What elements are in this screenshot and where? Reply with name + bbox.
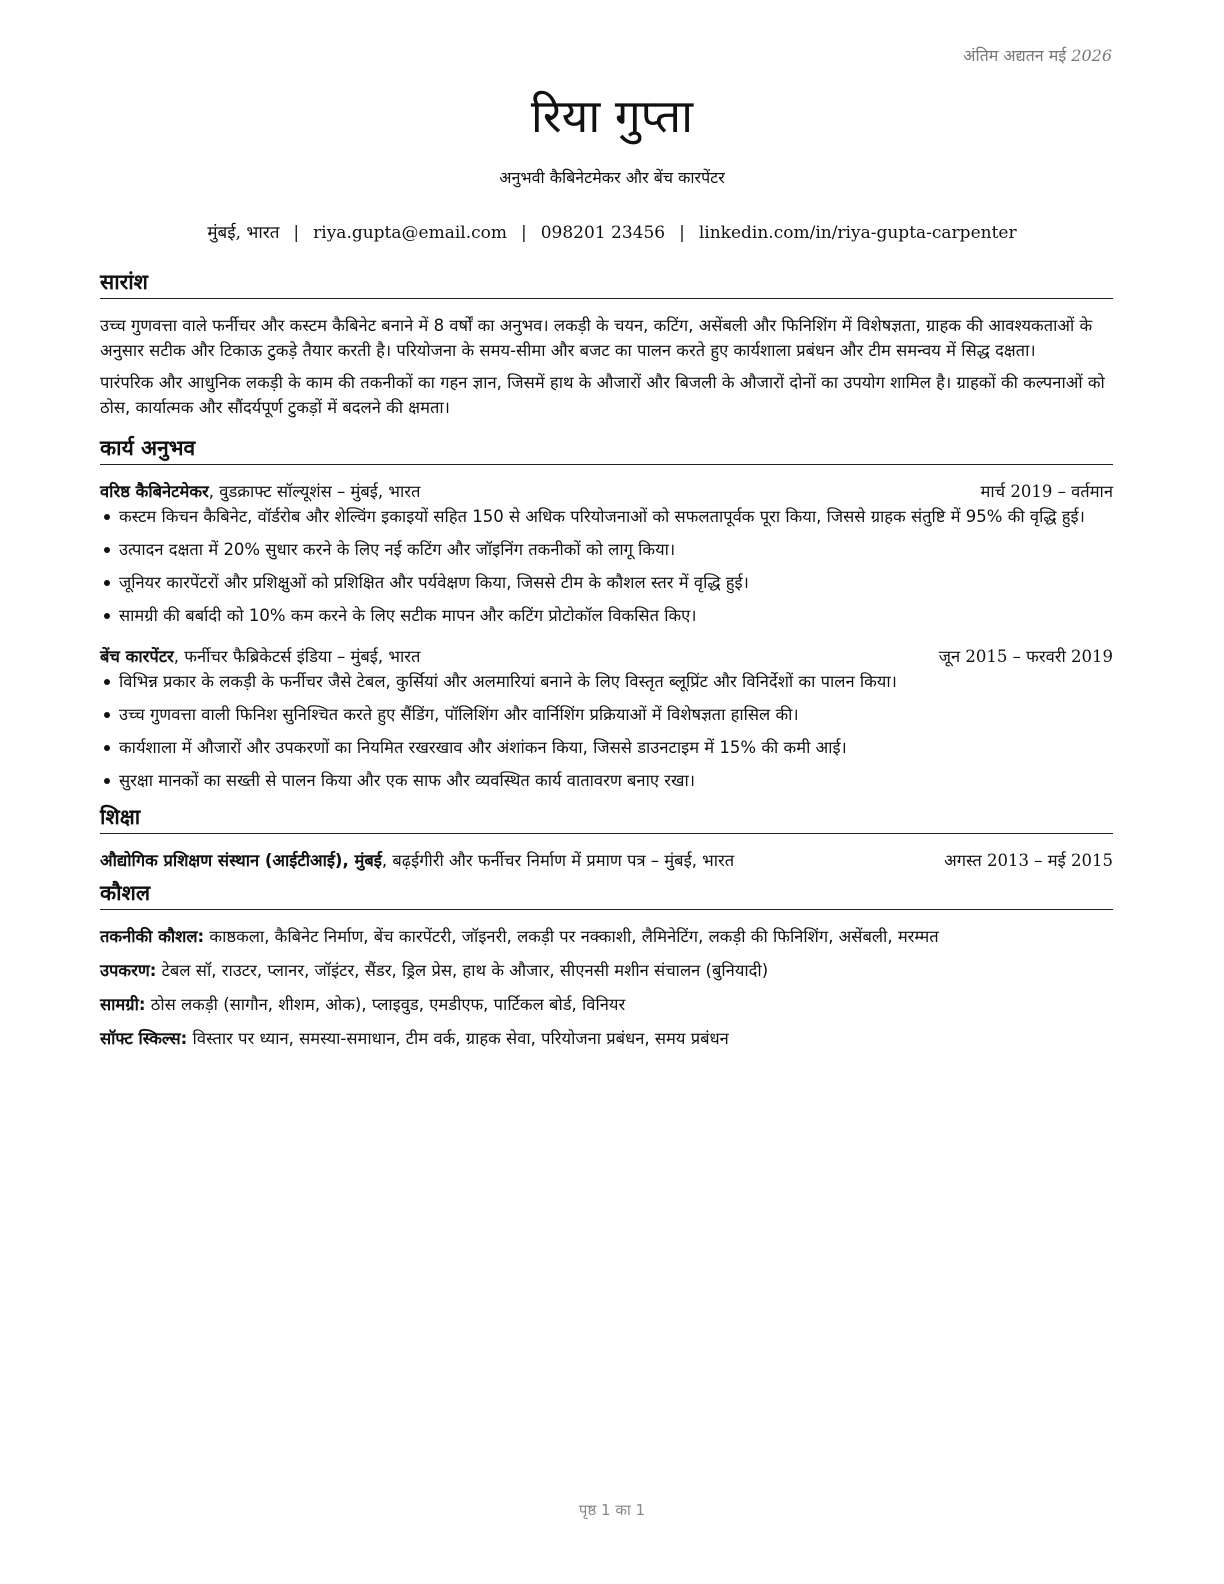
summary-section xyxy=(100,268,1113,420)
job-date: जून 2015 – फरवरी 2019 xyxy=(938,647,1113,666)
resume-content xyxy=(100,268,1113,1060)
last-updated-prefix: अंतिम अद्यतन मई xyxy=(963,46,1067,65)
skill-label: सामग्री: xyxy=(100,995,146,1014)
last-updated xyxy=(963,44,1112,66)
candidate-subtitle: अनुभवी कैबिनेटमेकर और बेंच कारपेंटर xyxy=(499,168,725,187)
candidate-name: रिया गुप्ता xyxy=(530,89,694,143)
job-date: मार्च 2019 – वर्तमान xyxy=(980,482,1113,501)
contact-email[interactable]: riya.gupta@email.com xyxy=(313,223,507,243)
job-role: वरिष्ठ कैबिनेटमेकर xyxy=(100,482,209,501)
contact-location: मुंबई, भारत xyxy=(207,223,280,243)
job-bullet: कस्टम किचन कैबिनेट, वॉर्डरोब और शेल्विंग इकाइयों सहित 150 से अधिक परियोजनाओं को सफलतापूर्वक पूरा किया, जिससे ग्राहक संतुष्टि में 95% की वृद्धि हुई। xyxy=(100,504,1113,529)
education-section xyxy=(100,803,1113,873)
section-title-summary: सारांश xyxy=(100,268,1113,299)
experience-section xyxy=(100,434,1113,793)
contact-separator: | xyxy=(293,223,300,243)
job-header xyxy=(100,479,1113,504)
job-company: , फर्नीचर फैब्रिकेटर्स इंडिया – मुंबई, भारत xyxy=(173,647,421,666)
skill-label: तकनीकी कौशल: xyxy=(100,927,205,946)
job-bullet: उच्च गुणवत्ता वाली फिनिश सुनिश्चित करते हुए सैंडिंग, पॉलिशिंग और वार्निशिंग प्रक्रियाओं में विशेषज्ञता हासिल की। xyxy=(100,702,1113,727)
skill-value: विस्तार पर ध्यान, समस्या-समाधान, टीम वर्क, ग्राहक सेवा, परियोजना प्रबंधन, समय प्रबंधन xyxy=(187,1029,729,1048)
skill-label: सॉफ्ट स्किल्स: xyxy=(100,1029,188,1048)
education-line xyxy=(100,848,734,873)
job-role: बेंच कारपेंटर xyxy=(100,647,174,666)
contact-line xyxy=(0,220,1224,243)
job-bullet: सामग्री की बर्बादी को 10% कम करने के लिए सटीक मापन और कटिंग प्रोटोकॉल विकसित किए। xyxy=(100,603,1113,628)
skill-row-tools xyxy=(100,958,1113,983)
job-entry xyxy=(100,479,1113,628)
skill-row-soft-skills xyxy=(100,1026,1113,1051)
section-title-education: शिक्षा xyxy=(100,803,1113,834)
skill-row-materials xyxy=(100,992,1113,1017)
contact-separator: | xyxy=(521,223,527,243)
skill-value: टेबल सॉ, राउटर, प्लानर, जॉइंटर, सैंडर, ड्रिल प्रेस, हाथ के औजार, सीएनसी मशीन संचालन (बुनियादी) xyxy=(156,961,769,980)
job-bullet: विभिन्न प्रकार के लकड़ी के फर्नीचर जैसे टेबल, कुर्सियां और अलमारियां बनाने के लिए विस्तृत ब्लूप्रिंट और विनिर्देशों का पालन किया। xyxy=(100,669,1113,694)
skill-label: उपकरण: xyxy=(100,961,157,980)
summary-paragraph: उच्च गुणवत्ता वाले फर्नीचर और कस्टम कैबिनेट बनाने में 8 वर्षों का अनुभव। लकड़ी के चयन, कटिंग, असेंबली और फिनिशिंग में विशेषज्ञता, ग्राहक की आवश्यकताओं के अनुसार सटीक और टिकाऊ टुकड़े तैयार करती है। परियोजना के समय-सीमा और बजट का पालन करते हुए कार्यशाला प्रबंधन और टीम समन्वय में सिद्ध दक्षता। xyxy=(100,316,1093,360)
job-title-line xyxy=(100,644,420,669)
job-entry xyxy=(100,644,1113,793)
skills-section xyxy=(100,879,1113,1051)
job-title-line xyxy=(100,479,420,504)
section-title-skills: कौशल xyxy=(100,879,1113,910)
summary-paragraph: पारंपरिक और आधुनिक लकड़ी के काम की तकनीकों का गहन ज्ञान, जिसमें हाथ के औजारों और बिजली के औजारों दोनों का उपयोग शामिल है। ग्राहकों की कल्पनाओं को ठोस, कार्यात्मक और सौंदर्यपूर्ण टुकड़ों में बदलने की क्षमता। xyxy=(100,373,1105,417)
education-institution: औद्योगिक प्रशिक्षण संस्थान (आईटीआई), मुंबई xyxy=(100,851,382,870)
skill-value: ठोस लकड़ी (सागौन, शीशम, ओक), प्लाइवुड, एमडीएफ, पार्टिकल बोर्ड, विनियर xyxy=(145,995,626,1014)
job-bullets xyxy=(100,669,1113,793)
job-bullets xyxy=(100,504,1113,628)
last-updated-year: 2026 xyxy=(1071,46,1112,65)
contact-linkedin[interactable]: linkedin.com/in/riya-gupta-carpenter xyxy=(698,223,1017,243)
job-bullet: सुरक्षा मानकों का सख्ती से पालन किया और एक साफ और व्यवस्थित कार्य वातावरण बनाए रखा। xyxy=(100,768,1113,793)
job-company: , वुडक्राफ्ट सॉल्यूशंस – मुंबई, भारत xyxy=(208,482,421,501)
education-entry xyxy=(100,848,1113,873)
page-number: पृष्ठ 1 का 1 xyxy=(578,1501,646,1519)
job-bullet: उत्पादन दक्षता में 20% सुधार करने के लिए नई कटिंग और जॉइनिंग तकनीकों को लागू किया। xyxy=(100,537,1113,562)
job-bullet: जूनियर कारपेंटरों और प्रशिक्षुओं को प्रशिक्षित और पर्यवेक्षण किया, जिससे टीम के कौशल स्तर में वृद्धि हुई। xyxy=(100,570,1113,595)
section-title-experience: कार्य अनुभव xyxy=(100,434,1113,465)
job-bullet: कार्यशाला में औजारों और उपकरणों का नियमित रखरखाव और अंशांकन किया, जिससे डाउनटाइम में 15% की कमी आई। xyxy=(100,735,1113,760)
job-header xyxy=(100,644,1113,669)
contact-phone: 098201 23456 xyxy=(540,223,666,243)
education-details: , बढ़ईगीरी और फर्नीचर निर्माण में प्रमाण पत्र – मुंबई, भारत xyxy=(381,851,735,870)
education-date: अगस्त 2013 – मई 2015 xyxy=(944,851,1113,870)
skill-row-technical xyxy=(100,924,1113,949)
skill-value: काष्ठकला, कैबिनेट निर्माण, बेंच कारपेंटरी, जॉइनरी, लकड़ी पर नक्काशी, लैमिनेटिंग, लकड़ी की फिनिशिंग, असेंबली, मरम्मत xyxy=(204,927,939,946)
contact-separator: | xyxy=(679,223,685,243)
